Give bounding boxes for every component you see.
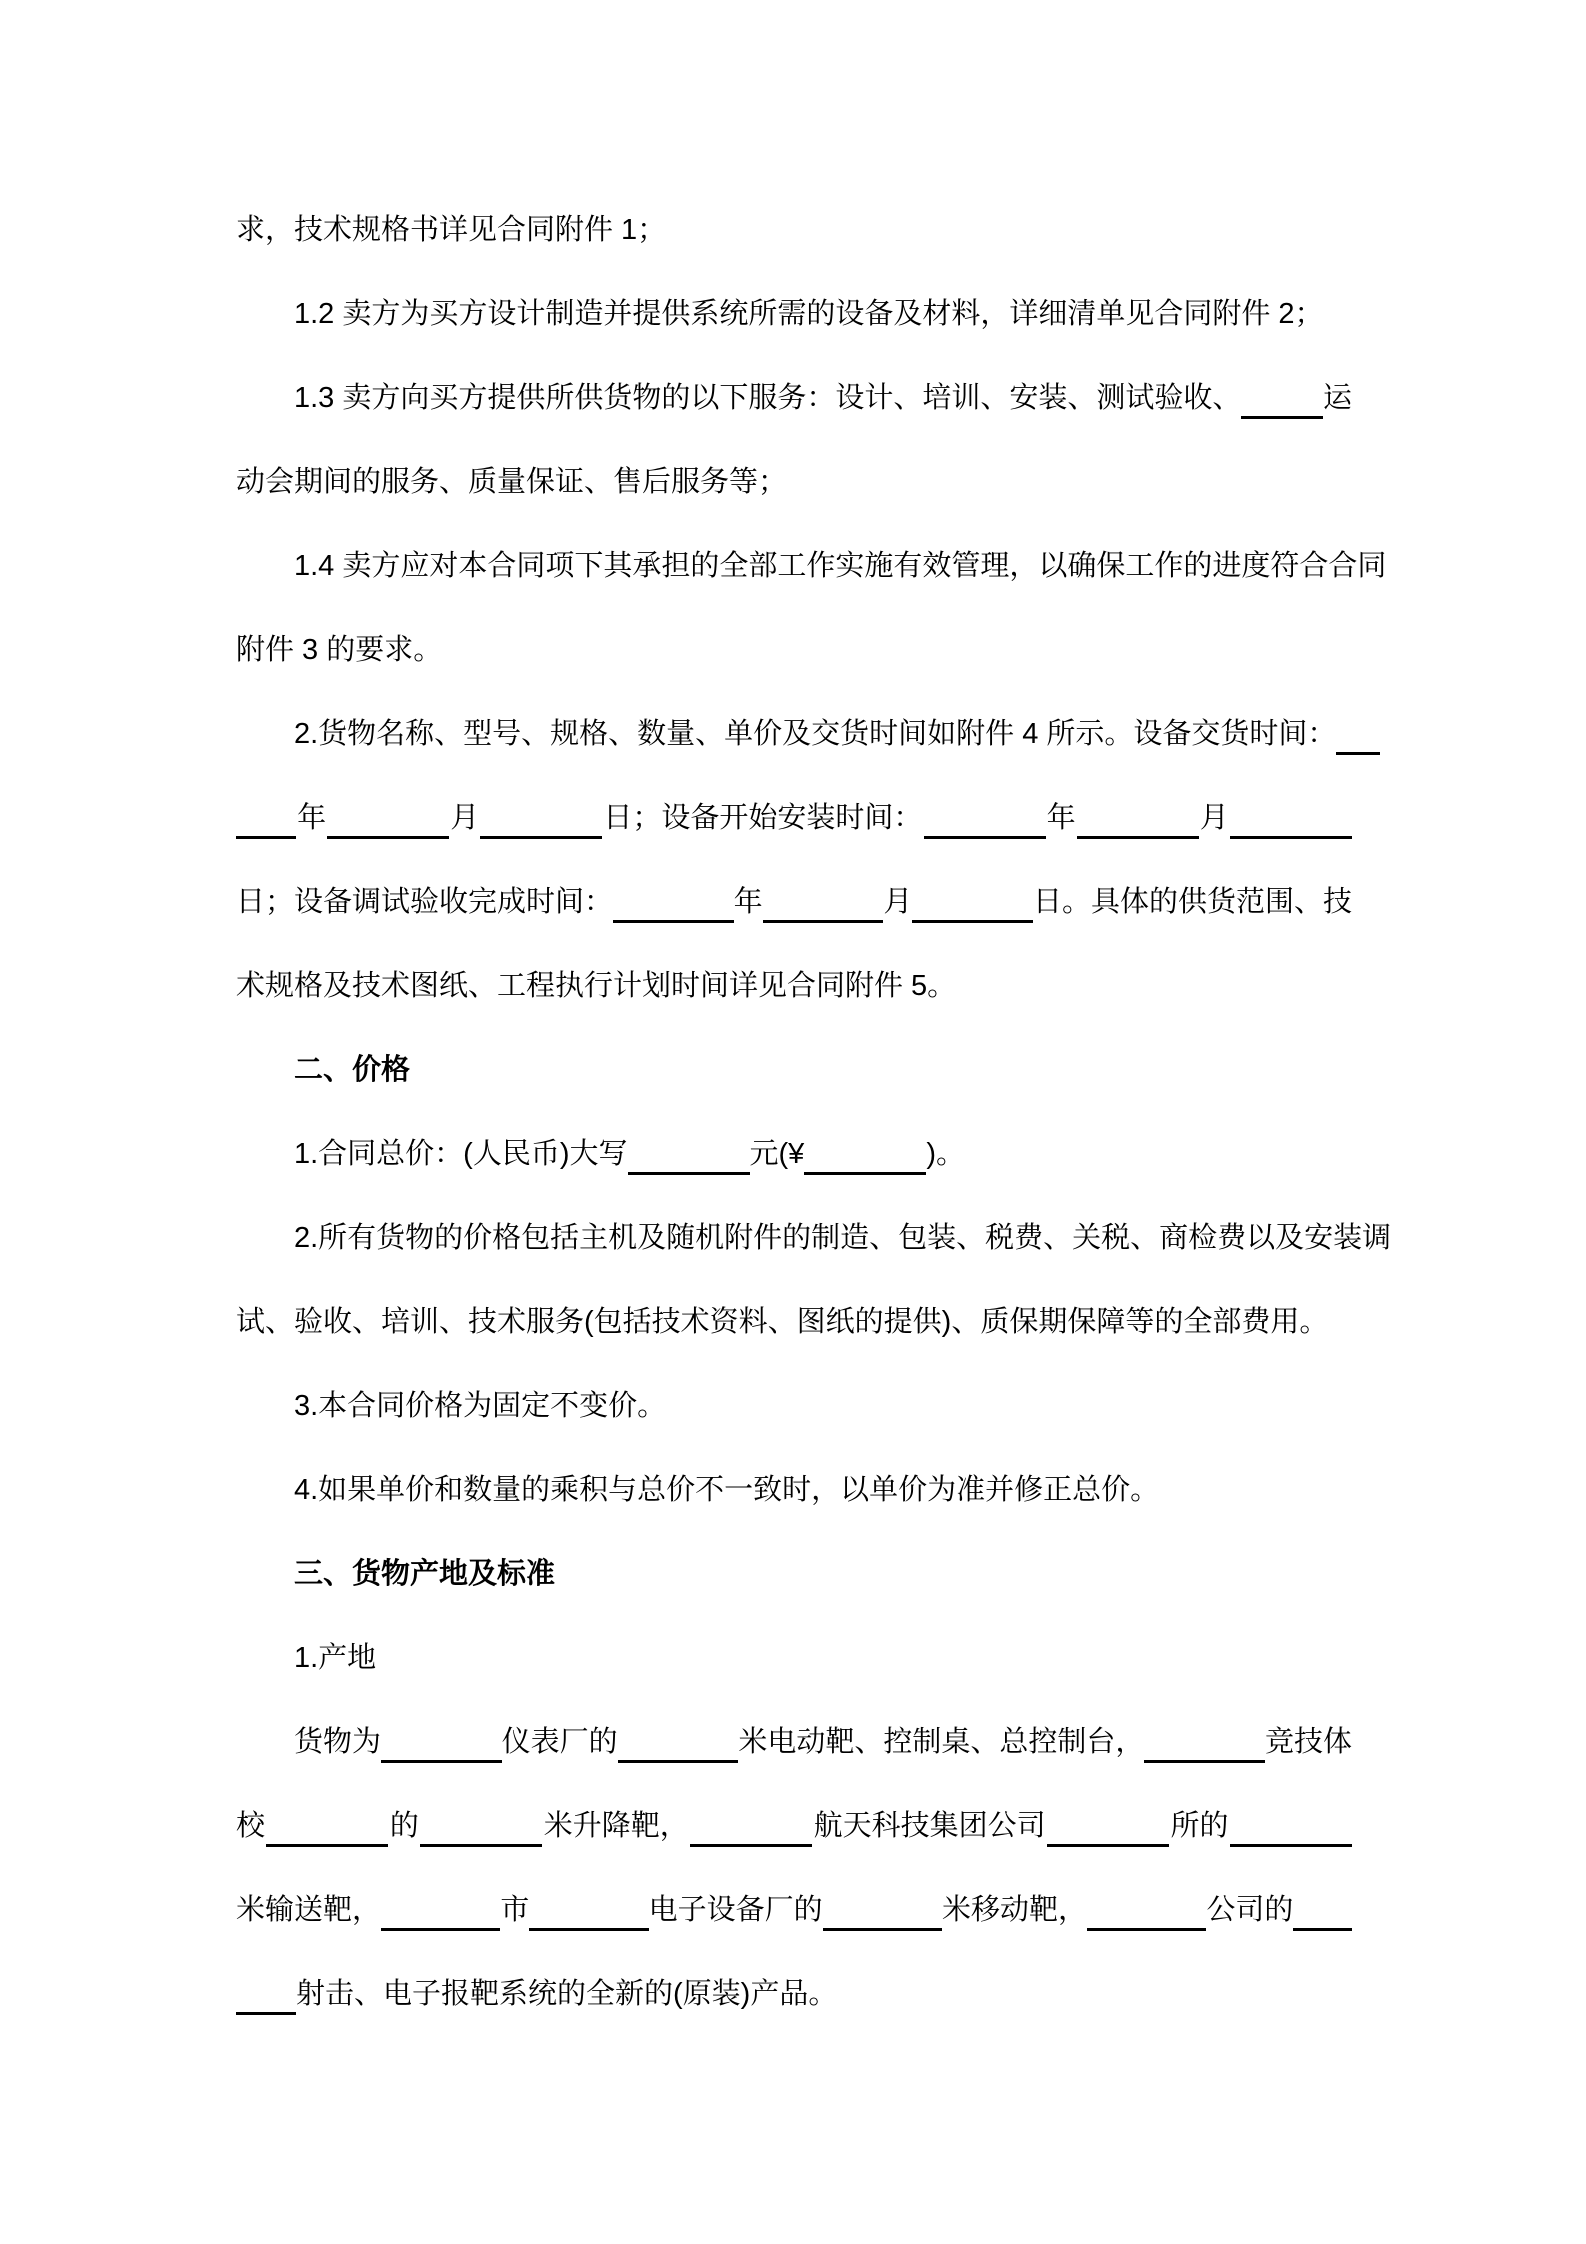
- blank-field[interactable]: [618, 1700, 739, 1763]
- text-run: 二、价格: [294, 1054, 411, 1086]
- doc-line: [236, 524, 1387, 608]
- document-content: [236, 188, 1392, 2036]
- text-run: 1.2 卖方为买方设计制造并提供系统所需的设备及材料，详细清单见合同附件 2；: [294, 298, 1324, 330]
- blank-field[interactable]: [1144, 1700, 1265, 1763]
- text-run: 米升降靶，: [543, 1810, 689, 1842]
- doc-line: [236, 1112, 1352, 1196]
- text-run: 月: [1199, 802, 1229, 834]
- text-run: 仪表厂的: [501, 1726, 618, 1758]
- text-run: 日。具体的供货范围、技: [1032, 886, 1352, 918]
- blank-field[interactable]: [236, 776, 296, 839]
- text-run: 米移动靶，: [941, 1894, 1087, 1926]
- text-run: 2.所有货物的价格包括主机及随机附件的制造、包装、税费、关税、商检费以及安装调: [294, 1222, 1392, 1254]
- doc-line: [236, 188, 1352, 272]
- blank-field[interactable]: [1230, 776, 1352, 839]
- doc-line: [236, 1280, 1352, 1364]
- doc-line: [236, 1868, 1352, 1952]
- section-heading-line: [236, 1028, 1352, 1112]
- text-run: 4.如果单价和数量的乘积与总价不一致时，以单价为准并修正总价。: [294, 1474, 1160, 1506]
- doc-line: [236, 1952, 1352, 2036]
- doc-line: [236, 1616, 1352, 1700]
- doc-line: [236, 1448, 1352, 1532]
- blank-field[interactable]: [804, 1112, 926, 1175]
- doc-line: [236, 1364, 1352, 1448]
- blank-field[interactable]: [236, 1952, 296, 2015]
- blank-field[interactable]: [1241, 356, 1323, 419]
- doc-line: [236, 1784, 1352, 1868]
- text-run: 运: [1322, 382, 1352, 414]
- text-run: 米电动靶、控制桌、总控制台，: [738, 1726, 1145, 1758]
- text-run: 1.3 卖方向买方提供所供货物的以下服务：设计、培训、安装、测试验收、: [294, 382, 1242, 414]
- text-run: 米输送靶，: [236, 1894, 382, 1926]
- text-run: 货物为: [294, 1726, 382, 1758]
- text-run: 的: [389, 1810, 419, 1842]
- text-run: 附件 3 的要求。: [236, 634, 443, 666]
- blank-field[interactable]: [924, 776, 1046, 839]
- blank-field[interactable]: [690, 1784, 812, 1847]
- text-run: 求，技术规格书详见合同附件 1；: [236, 214, 667, 246]
- blank-field[interactable]: [1087, 1868, 1206, 1931]
- text-run: 航天科技集团公司: [813, 1810, 1046, 1842]
- section-heading-line: [236, 1532, 1352, 1616]
- text-run: 年: [297, 802, 327, 834]
- text-run: 1.合同总价：(人民币)大写: [294, 1138, 628, 1170]
- doc-line: [236, 356, 1352, 440]
- blank-field[interactable]: [1230, 1784, 1352, 1847]
- blank-field[interactable]: [628, 1112, 750, 1175]
- text-run: 三、货物产地及标准: [294, 1558, 556, 1590]
- blank-field[interactable]: [1047, 1784, 1169, 1847]
- text-run: 1.产地: [294, 1642, 377, 1674]
- text-run: 日；设备调试验收完成时间：: [236, 886, 614, 918]
- text-run: 元(¥: [749, 1138, 805, 1170]
- text-run: 市: [500, 1894, 530, 1926]
- doc-line: [236, 608, 1352, 692]
- text-run: 术规格及技术图纸、工程执行计划时间详见合同附件 5。: [236, 970, 957, 1002]
- doc-line: [236, 692, 1352, 776]
- text-run: 所的: [1170, 1810, 1229, 1842]
- blank-field[interactable]: [1336, 692, 1380, 755]
- blank-field[interactable]: [381, 1700, 502, 1763]
- text-run: )。: [926, 1138, 965, 1170]
- text-run: 试、验收、培训、技术服务(包括技术资料、图纸的提供)、质保期保障等的全部费用。: [236, 1306, 1329, 1338]
- text-run: 月: [450, 802, 480, 834]
- text-run: 校: [236, 1810, 266, 1842]
- text-run: 动会期间的服务、质量保证、售后服务等；: [236, 466, 788, 498]
- text-run: 2.货物名称、型号、规格、数量、单价及交货时间如附件 4 所示。设备交货时间：: [294, 718, 1337, 750]
- blank-field[interactable]: [480, 776, 602, 839]
- text-run: 年: [1046, 802, 1076, 834]
- doc-line: [236, 860, 1352, 944]
- text-run: 3.本合同价格为固定不变价。: [294, 1390, 667, 1422]
- blank-field[interactable]: [912, 860, 1033, 923]
- text-run: 公司的: [1206, 1894, 1294, 1926]
- doc-line: [236, 1700, 1352, 1784]
- blank-field[interactable]: [1293, 1868, 1352, 1931]
- blank-field[interactable]: [823, 1868, 942, 1931]
- text-run: 射击、电子报靶系统的全新的(原装)产品。: [296, 1978, 838, 2010]
- doc-line: [236, 944, 1352, 1028]
- blank-field[interactable]: [1077, 776, 1199, 839]
- text-run: 年: [733, 886, 763, 918]
- blank-field[interactable]: [763, 860, 884, 923]
- text-run: 电子设备厂的: [648, 1894, 823, 1926]
- blank-field[interactable]: [529, 1868, 648, 1931]
- blank-field[interactable]: [420, 1784, 542, 1847]
- blank-field[interactable]: [613, 860, 734, 923]
- text-run: 月: [883, 886, 913, 918]
- text-run: 竞技体: [1264, 1726, 1352, 1758]
- blank-field[interactable]: [266, 1784, 388, 1847]
- doc-line: [236, 272, 1352, 356]
- doc-line: [236, 1196, 1392, 1280]
- blank-field[interactable]: [327, 776, 449, 839]
- text-run: 日；设备开始安装时间：: [603, 802, 923, 834]
- text-run: 1.4 卖方应对本合同项下其承担的全部工作实施有效管理，以确保工作的进度符合合同: [294, 550, 1387, 582]
- doc-line: [236, 440, 1352, 524]
- blank-field[interactable]: [381, 1868, 500, 1931]
- doc-line: [236, 776, 1352, 860]
